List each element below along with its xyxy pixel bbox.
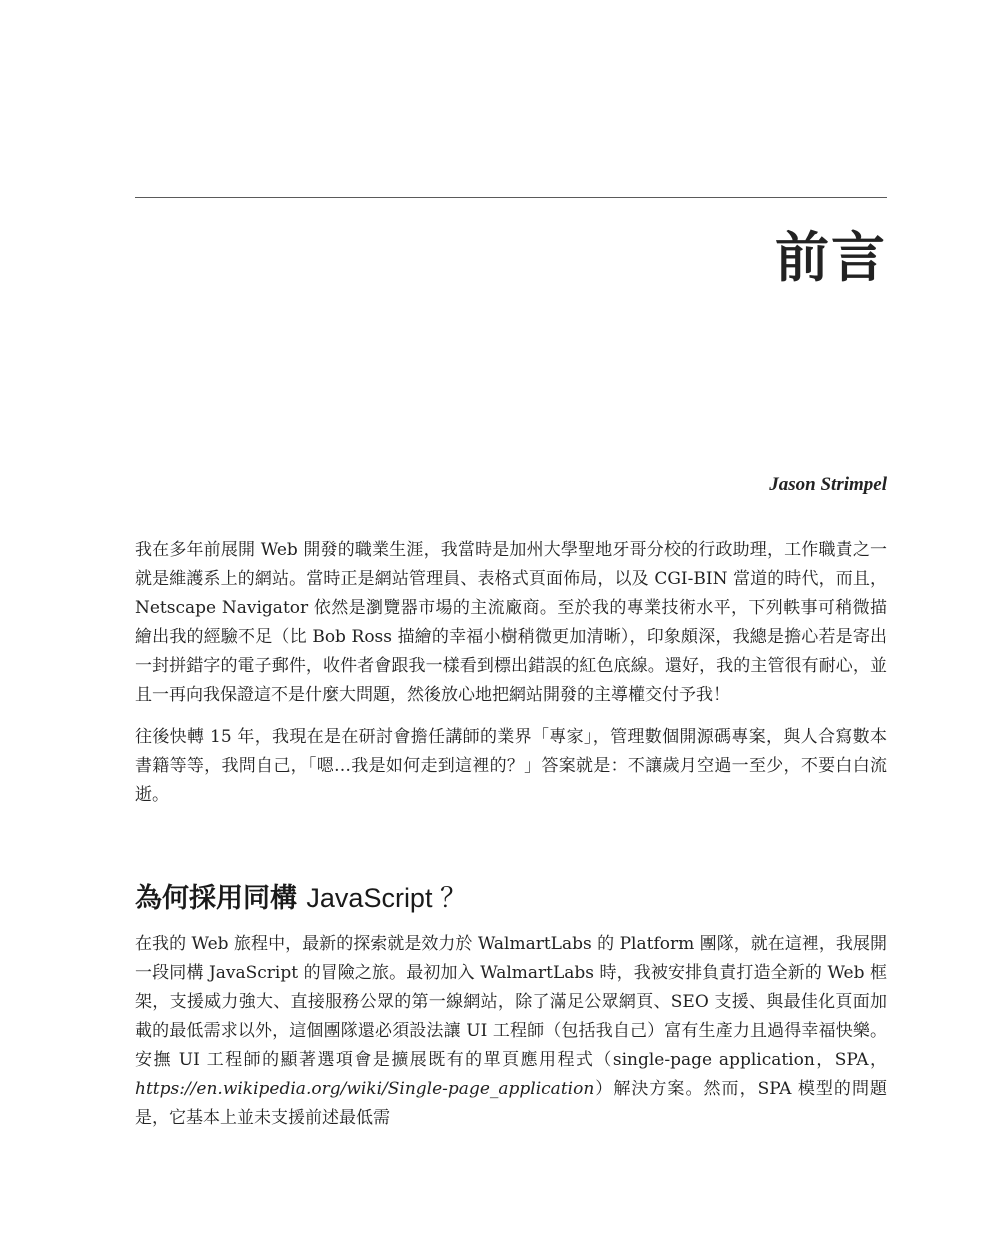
intro-paragraph-2: 往後快轉 15 年，我現在是在研討會擔任講師的業界「專家」，管理數個開源碼專案，與人合寫數本書籍等等，我問自己，「嗯…我是如何走到這裡的？」答案就是：不讓歲月空過一至少，不要白白流逝。 xyxy=(135,727,887,805)
section-paragraph-text-a: 在我的 Web 旅程中，最新的探索就是效力於 WalmartLabs 的 Platform 團隊，就在這裡，我展開一段同構 JavaScript 的冒險之旅。最初加入 WalmartLabs 時，我被安排負責打造全新的 Web 框架，支援威力強大、直接服務公眾的第一線網站，除了滿足公眾網頁、SEO 支援、與最佳化頁面加載的最低需求以外，這個團隊還必須設法讓 UI 工程師（包括我自己）富有生產力且過得幸福快樂。安撫 UI 工程師的顯著選項會是擴展既有的單頁應用程式（single-page application，SPA， xyxy=(135,934,887,1070)
author-name: Jason Strimpel xyxy=(769,474,887,495)
intro-body xyxy=(135,536,887,823)
intro-paragraph-1: 我在多年前展開 Web 開發的職業生涯，我當時是加州大學聖地牙哥分校的行政助理，工作職責之一就是維護系上的網站。當時正是網站管理員、表格式頁面佈局，以及 CGI-BIN 當道的時代，而且，Netscape Navigator 依然是瀏覽器市場的主流廠商。至於我的專業技術水平，下列軼事可稍微描繪出我的經驗不足（比 Bob Ross 描繪的幸福小樹稍微更加清晰），印象頗深，我總是擔心若是寄出一封拼錯字的電子郵件，收件者會跟我一樣看到標出錯誤的紅色底線。還好，我的主管很有耐心，並且一再向我保證這不是什麼大問題，然後放心地把網站開發的主導權交付予我！ xyxy=(135,540,887,705)
chapter-title: 前言 xyxy=(775,226,887,289)
chapter-divider-rule xyxy=(135,197,887,198)
section-body xyxy=(135,930,887,1146)
section-heading-cjk: 為何採用同構 xyxy=(135,883,297,914)
section-heading-latin: JavaScript ？ xyxy=(306,883,467,913)
section-paragraph-text-b: ）解決方案。然而，SPA 模型的問題是，它基本上並未支援前述最低需 xyxy=(135,1079,887,1128)
section-heading xyxy=(135,876,467,915)
wikipedia-spa-link[interactable]: https://en.wikipedia.org/wiki/Single-page_application xyxy=(135,1079,595,1099)
section-paragraph-1 xyxy=(135,930,887,1133)
